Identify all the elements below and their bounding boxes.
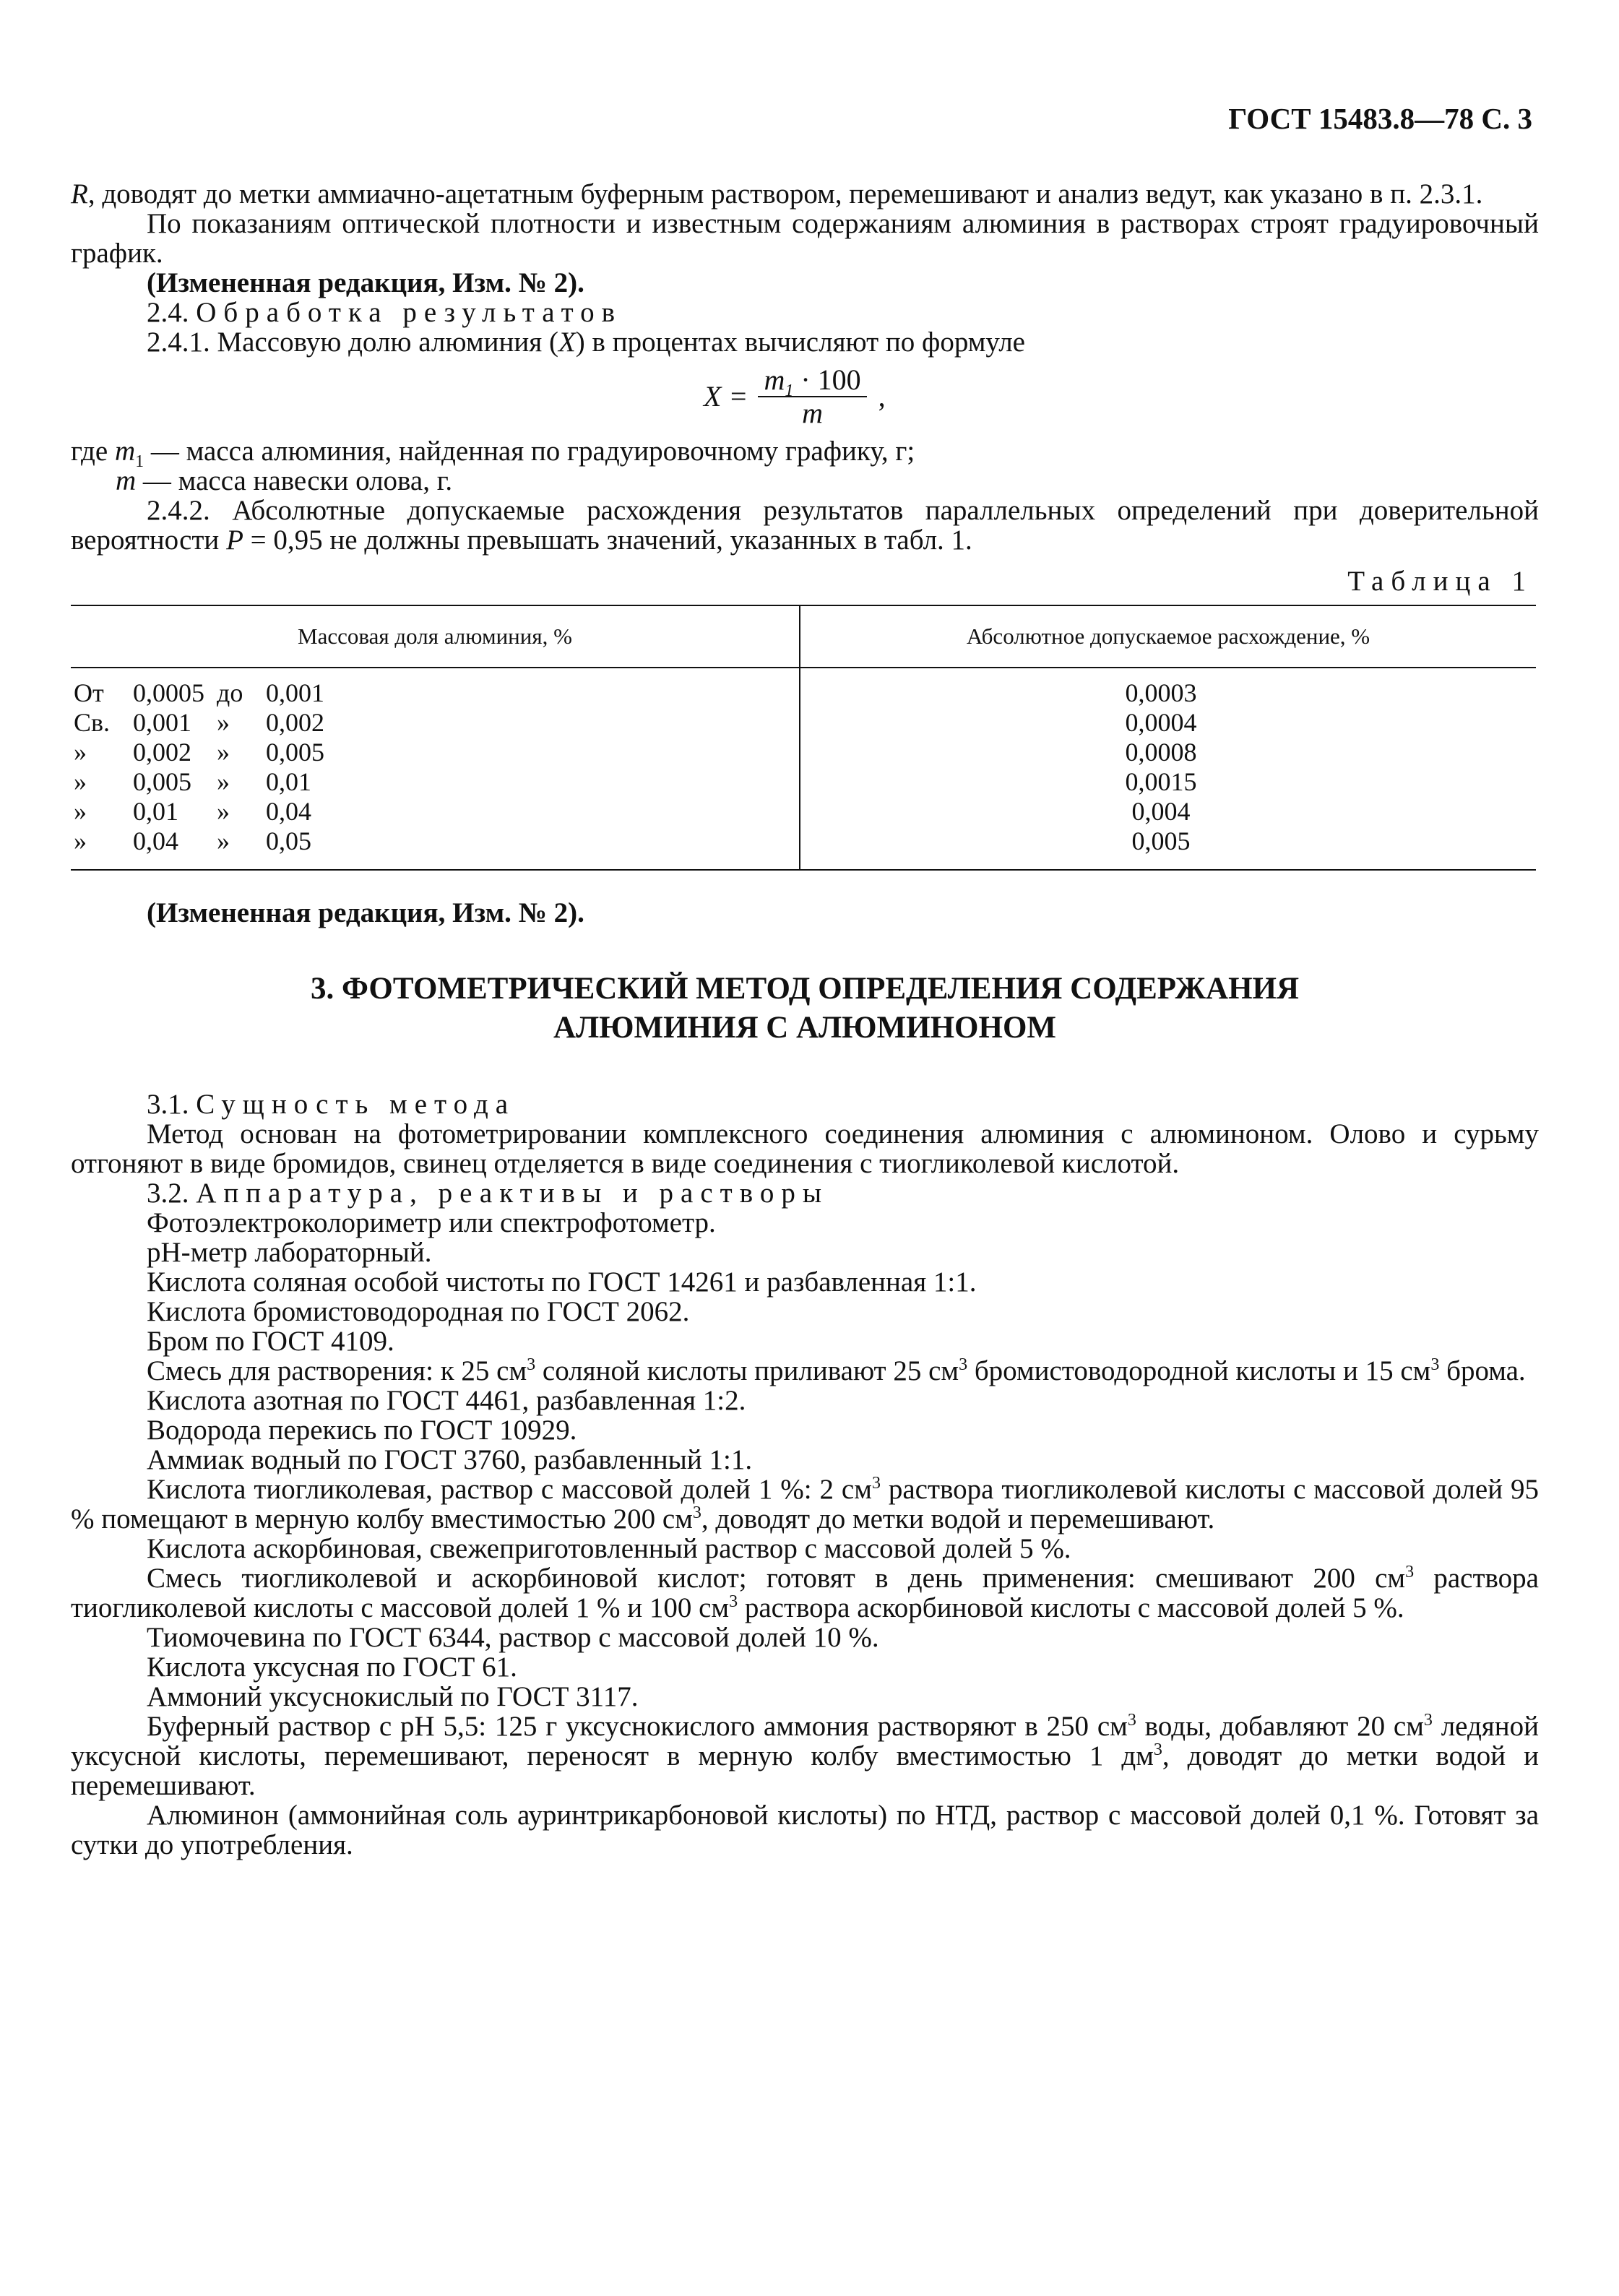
table-cell-range xyxy=(71,827,800,870)
paragraph-method-essence: Метод основан на фотометрировании комплексного соединения алюминия с алюминоном. Олово и сурьму отгоняют в виде бромидов, свинец отделяется в виде соединения с тиогликолевой кислотой. xyxy=(71,1118,1539,1179)
reagent-item: Тиомочевина по ГОСТ 6344, раствор с массовой долей 10 %. xyxy=(147,1622,879,1653)
amendment-note-1: (Измененная редакция, Изм. № 2). xyxy=(147,267,584,298)
section-3-1-number: 3.1. xyxy=(147,1089,189,1120)
section-3-1-heading xyxy=(71,1089,1539,1119)
range-to-word: » xyxy=(217,797,230,826)
reagent-item: Водорода перекись по ГОСТ 10929. xyxy=(147,1415,577,1446)
reagent-item: Бром по ГОСТ 4109. xyxy=(147,1326,394,1357)
where-sub: 1 xyxy=(135,452,144,471)
reagent-text: ледяной уксусной кислоты, перемешивают, переносят в мерную колбу вместимостью 1 дм xyxy=(71,1711,1539,1771)
reagent-text: соляной кислоты приливают 25 см xyxy=(535,1355,959,1386)
paragraph-continuation xyxy=(71,179,1539,209)
paragraph-2-4-2 xyxy=(71,496,1539,555)
where-var-m1: m xyxy=(114,436,136,467)
range-prefix: » xyxy=(74,827,87,855)
reagent-item xyxy=(71,1475,1539,1534)
range-to: 0,002 xyxy=(266,708,324,737)
reagent-text: раствора тиогликолевой кислоты с массовой долей 1 % и 100 см xyxy=(71,1563,1539,1623)
reagent-item: Алюминон (аммонийная соль ауринтрикарбоновой кислоты) по НТД, раствор с массовой долей 0,1 %. Готовят за сутки до употребления. xyxy=(71,1800,1539,1860)
range-to-word: » xyxy=(217,827,230,855)
range-to: 0,04 xyxy=(266,797,311,826)
superscript: 3 xyxy=(1127,1711,1136,1730)
table-cell-range xyxy=(71,797,800,827)
superscript: 3 xyxy=(527,1355,536,1374)
superscript: 3 xyxy=(871,1474,881,1493)
range-prefix: От xyxy=(74,678,104,707)
superscript: 3 xyxy=(1153,1740,1162,1759)
table-caption: Таблица 1 xyxy=(1347,566,1533,597)
variable-r: R xyxy=(71,178,88,210)
superscript: 3 xyxy=(1405,1563,1415,1581)
section-3-1-title: Сущность метода xyxy=(196,1089,516,1120)
section-3-2-number: 3.2. xyxy=(147,1178,189,1209)
amendment-note-2: (Измененная редакция, Изм. № 2). xyxy=(147,897,584,928)
table-row xyxy=(71,738,1536,767)
variable-x: X xyxy=(558,327,576,358)
where-prefix: где xyxy=(71,436,115,467)
numerator-rest: · 100 xyxy=(793,363,861,396)
paragraph-calibration-graph: По показаниям оптической плотности и известным содержаниям алюминия в растворах строят градуировочный график. xyxy=(71,208,1539,269)
reagent-text: , доводят до метки водой и перемешивают. xyxy=(71,1740,1540,1801)
where-line-1 xyxy=(71,436,1539,471)
section-3-title-line-1: 3. ФОТОМЕТРИЧЕСКИЙ МЕТОД ОПРЕДЕЛЕНИЯ СОДЕРЖАНИЯ xyxy=(310,972,1300,1006)
section-3-title xyxy=(71,970,1539,1048)
where-var-m: m xyxy=(116,465,137,496)
superscript: 3 xyxy=(959,1355,968,1374)
superscript: 3 xyxy=(1423,1711,1433,1730)
range-prefix: » xyxy=(74,738,87,767)
section-2-4-number: 2.4. xyxy=(147,297,189,328)
reagent-item: Аммоний уксуснокислый по ГОСТ 3117. xyxy=(147,1681,639,1712)
table-row xyxy=(71,827,1536,870)
table-cell-range xyxy=(71,668,800,708)
reagent-text: Буферный раствор с pH 5,5: 125 г уксуснокислого аммония растворяют в 250 см xyxy=(147,1711,1128,1742)
where-text-1: — масса алюминия, найденная по градуировочному графику, г; xyxy=(144,436,915,467)
reagent-text: раствора аскорбиновой кислоты с массовой долей 5 %. xyxy=(738,1592,1404,1623)
range-to: 0,001 xyxy=(266,678,324,707)
section-2-4-heading xyxy=(71,298,1539,327)
formula-mass-fraction xyxy=(704,364,1539,429)
table-cell-tolerance: 0,005 xyxy=(1131,827,1191,855)
table-cell-tolerance: 0,004 xyxy=(1131,797,1191,826)
p241-text-b: ) в процентах вычисляют по формуле xyxy=(575,327,1025,358)
formula-numerator xyxy=(758,363,866,400)
section-3-2-heading xyxy=(71,1178,1539,1208)
where-line-2 xyxy=(71,466,1539,496)
p241-text-a: 2.4.1. Массовую долю алюминия ( xyxy=(147,327,558,358)
superscript: 3 xyxy=(729,1592,738,1611)
range-to: 0,005 xyxy=(266,738,324,767)
range-to: 0,01 xyxy=(266,767,311,796)
table-cell-range xyxy=(71,767,800,797)
reagent-item xyxy=(71,1563,1539,1623)
p242-text-a: 2.4.2. Абсолютные допускаемые расхождения результатов параллельных определений при доверительной вероятности xyxy=(71,495,1539,556)
formula-lhs: X = xyxy=(704,380,748,413)
table-row xyxy=(71,797,1536,827)
superscript: 3 xyxy=(692,1503,701,1522)
reagent-item: Кислота аскорбиновая, свежеприготовленный раствор с массовой долей 5 %. xyxy=(147,1533,1071,1564)
formula-fraction xyxy=(758,364,866,429)
superscript: 3 xyxy=(1430,1355,1440,1374)
reagent-text: , доводят до метки водой и перемешивают. xyxy=(701,1503,1215,1535)
range-from: 0,002 xyxy=(133,738,191,767)
reagent-item: pH-метр лабораторный. xyxy=(147,1237,432,1268)
reagent-text: Смесь тиогликолевой и аскорбиновой кислот; готовят в день применения: смешивают 200 см xyxy=(147,1563,1406,1594)
table-row xyxy=(71,767,1536,797)
range-to: 0,05 xyxy=(266,827,311,855)
table-cell-range xyxy=(71,738,800,767)
reagent-text: раствора тиогликолевой кислоты с массовой долей 95 % помещают в мерную колбу вместимостью 200 см xyxy=(71,1474,1539,1535)
range-from: 0,0005 xyxy=(133,678,204,707)
range-prefix: Св. xyxy=(74,708,111,737)
range-prefix: » xyxy=(74,767,87,796)
reagent-text: бромистоводородной кислоты и 15 см xyxy=(967,1355,1431,1386)
table-row xyxy=(71,708,1536,738)
range-to-word: » xyxy=(217,708,230,737)
range-from: 0,001 xyxy=(133,708,191,737)
range-from: 0,005 xyxy=(133,767,191,796)
reagent-text: Кислота тиогликолевая, раствор с массовой долей 1 %: 2 см xyxy=(147,1474,872,1505)
section-3-2-title: Аппаратура, реактивы и растворы xyxy=(196,1178,829,1209)
continuation-text: , доводят до метки аммиачно-ацетатным буферным раствором, перемешивают и анализ ведут, как указано в п. 2.3.1. xyxy=(87,178,1483,210)
table-row xyxy=(71,668,1536,708)
reagent-item: Кислота бромистоводородная по ГОСТ 2062. xyxy=(147,1296,690,1327)
page-content xyxy=(71,179,1539,1860)
section-3-title-line-2: АЛЮМИНИЯ С АЛЮМИНОНОМ xyxy=(553,1011,1056,1045)
table-cell-range xyxy=(71,708,800,738)
p242-text-b: = 0,95 не должны превышать значений, указанных в табл. 1. xyxy=(243,525,972,556)
reagent-item: Кислота соляная особой чистоты по ГОСТ 14261 и разбавленная 1:1. xyxy=(147,1266,977,1298)
formula-denominator: m xyxy=(802,397,823,429)
range-from: 0,04 xyxy=(133,827,178,855)
table-header-mass-fraction: Массовая доля алюминия, % xyxy=(71,605,800,668)
reagent-item: Аммиак водный по ГОСТ 3760, разбавленный 1:1. xyxy=(147,1444,753,1475)
range-from: 0,01 xyxy=(133,797,178,826)
range-to-word: » xyxy=(217,767,230,796)
reagent-text: Смесь для растворения: к 25 см xyxy=(147,1355,527,1386)
formula-comma: , xyxy=(878,380,886,413)
table-header-tolerance: Абсолютное допускаемое расхождение, % xyxy=(800,605,1536,668)
table-cell-tolerance: 0,0004 xyxy=(1125,708,1197,737)
section-2-4-title: Обработка результатов xyxy=(196,297,623,328)
range-to-word: до xyxy=(217,678,243,707)
variable-p: P xyxy=(226,525,243,556)
range-to-word: » xyxy=(217,738,230,767)
table-header-row xyxy=(71,605,1536,668)
reagent-item xyxy=(71,1356,1539,1386)
reagent-text: брома. xyxy=(1439,1355,1526,1386)
numerator-var: m xyxy=(764,363,785,396)
reagent-text: воды, добавляют 20 см xyxy=(1136,1711,1424,1742)
table-cell-tolerance: 0,0008 xyxy=(1125,738,1197,767)
reagent-item: Кислота уксусная по ГОСТ 61. xyxy=(147,1652,517,1683)
table-cell-tolerance: 0,0015 xyxy=(1125,767,1197,796)
reagent-item: Фотоэлектроколориметр или спектрофотометр. xyxy=(147,1207,716,1238)
reagent-item xyxy=(71,1712,1539,1800)
page-header: ГОСТ 15483.8—78 С. 3 xyxy=(1228,102,1532,135)
numerator-sub: 1 xyxy=(785,381,794,400)
paragraph-2-4-1 xyxy=(71,327,1539,357)
range-prefix: » xyxy=(74,797,87,826)
reagent-item: Кислота азотная по ГОСТ 4461, разбавленная 1:2. xyxy=(147,1385,746,1416)
table-cell-tolerance: 0,0003 xyxy=(1125,678,1197,707)
where-text-2: — масса навески олова, г. xyxy=(136,465,453,496)
tolerance-table xyxy=(71,605,1536,871)
